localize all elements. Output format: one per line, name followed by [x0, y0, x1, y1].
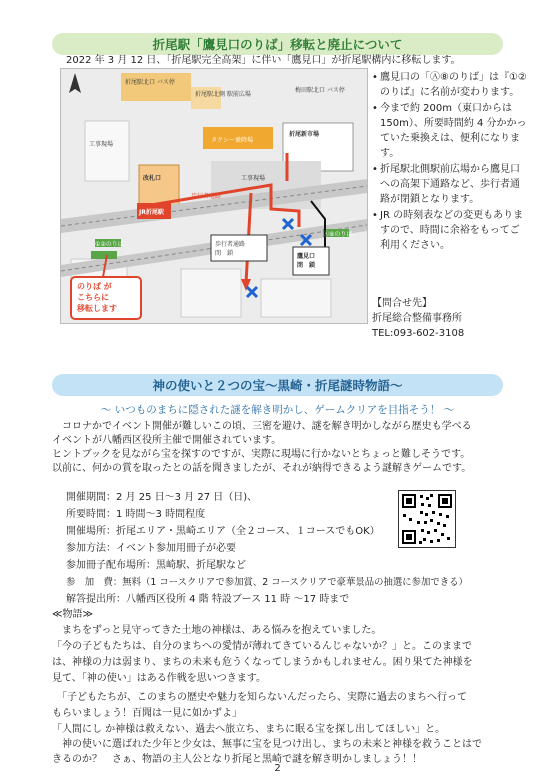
intro-line: ヒントブックを見ながら宝を探すのですが、実際に現場に行かないとちょっと難しそうです。 — [52, 449, 471, 460]
story-line: 「人間にし か神様は救えない、過去へ旅立ち、まちに眠る宝を探し出してほしい」と。 — [52, 724, 446, 735]
section2-title-banner — [52, 374, 503, 396]
detail-line: 参加冊子配布場所：黒崎駅、折尾駅など — [66, 560, 246, 571]
section1-bullet-list — [372, 70, 528, 254]
detail-line: 参 加 費：無料（1 コースクリアで参加賞、2 コースクリアで豪華景品の抽選に参加できる） — [66, 577, 468, 588]
contact-tel: TEL:093-602-3108 — [372, 328, 465, 339]
bullet-item: • 鷹見口の「Ⓐ⑧のりば」は『①②のりば』に名前が変わります。 — [372, 70, 528, 100]
detail-line: 所要時間：1 時間～3 時間程度 — [66, 509, 206, 520]
detail-line: 開催場所：折尾エリア・黒崎エリア（全２コース、１コースでもOK） — [66, 526, 380, 537]
map-label-takami-closed: 鷹見口 閉 鎖 — [297, 253, 316, 269]
section2-title: 神の使いと２つの宝～黒崎・折尾謎時物語～ — [152, 378, 403, 393]
contact-org: 折尾総合整備事務所 — [372, 313, 462, 324]
map-label-kouji2: 工事現場 — [241, 175, 266, 182]
story-line: もらいましょう！百聞は一見に如かずよ」 — [52, 708, 242, 719]
story-line: 「子どもたちが、このまちの歴史や魅力を知らないんだったら、実際に過去のまちへ行って — [52, 692, 467, 703]
intro-line: 以前に、何かの賞を取ったとの話を聞きましたが、それが納得できるよう謎解きゲームです。 — [52, 463, 472, 474]
bullet-item: • 折尾駅北側駅前広場から鷹見口への高架下通路など、歩行者通路が閉鎖となります。 — [372, 162, 528, 207]
map-label-kitaguchi: 折尾駅北口 バス停 — [125, 79, 175, 86]
section1-intro: 2022 年 3 月 12 日、「折尾駅完全高架」に伴い「鷹見口」が折尾駅構内に移転します。 — [66, 55, 461, 66]
map-label-orio-market: 折尾新市場 — [289, 131, 320, 138]
map-label-kaisatsu: 改札口 — [143, 175, 162, 182]
qr-code — [398, 490, 456, 548]
detail-line: 解答提出所：八幡西区役所 4 階 特設ブース 11 時 ～17 時まで — [66, 594, 350, 605]
map-label-kouji: 工事現場 — [89, 141, 114, 148]
map-label-taxi: タクシー乗降場 — [211, 137, 254, 144]
map-label-kita-square: 折尾駅北側 駅前広場 — [195, 91, 251, 98]
map-label-platform-a: Ⓐ⑧のりば — [323, 231, 353, 238]
intro-line: コロナかでイベント開催が難しいこの頃、三密を避け、謎を解き明かしながら歴史も学べる — [62, 421, 472, 432]
story-line: は、神様の力は弱まり、まちの未来も危うくなってしまうかもしれません。困り果てた神様を — [52, 657, 473, 668]
story-line: 神の使いに選ばれた少年と少女は、無事に宝を見つけ出し、まちの未来と神様を救うことはで — [52, 739, 482, 750]
contact-label: 【問合せ先】 — [372, 298, 432, 309]
section1-title-banner — [52, 33, 503, 55]
map-label-hokoshatsuro: 歩行者通路 — [191, 193, 222, 200]
map-label-umeda-bus: 梅田駅北口 バス停 — [295, 87, 345, 94]
story-line: 見て、「神の使い」はある作戦を思いつきます。 — [52, 673, 266, 684]
story-line: 「今の子どもたちは、自分のまちへの愛情が薄れてきているんじゃないか？」と。このままで — [52, 641, 472, 652]
bullet-item: • 今まで約 200m（東口からは 150m）、所要時間約 4 分かかっていた乗換えは、便利になります。 — [372, 101, 528, 161]
story-heading: ≪物語≫ — [52, 609, 93, 620]
story-line: まちをずっと見守ってきた土地の神様は、ある悩みを抱えていました。 — [52, 625, 382, 636]
intro-line: イベントが八幡西区役所主催で開催されています。 — [52, 435, 282, 446]
detail-line: 参加方法：イベント参加用冊子が必要 — [66, 543, 236, 554]
map-label-platform12: ①②のりば — [95, 241, 124, 248]
bullet-item: • JR の時刻表などの変更もありますので、時間に余裕をもってご利用ください。 — [372, 208, 528, 253]
story-line: きるのか？ さぁ、物語の主人公となり折尾と黒崎で謎を解き明かしましょう！！ — [52, 754, 422, 765]
section2-subtitle: ～ いつものまちに隠された謎を解き明かし、ゲームクリアを目指そう！ ～ — [100, 404, 455, 416]
map-label-closed-path: 歩行者通路 閉 鎖 — [215, 241, 246, 257]
page-number: 2 — [274, 763, 281, 774]
map-label-new-location: のりば が こちらに 移転します — [77, 282, 117, 313]
station-map — [60, 68, 368, 324]
detail-line: 開催期間：2 月 25 日～3 月 27 日（日)、 — [66, 492, 258, 503]
map-label-jr-station: JR折尾駅 — [139, 209, 164, 216]
section1-title: 折尾駅「鷹見口のりば」移転と廃止について — [152, 37, 403, 52]
